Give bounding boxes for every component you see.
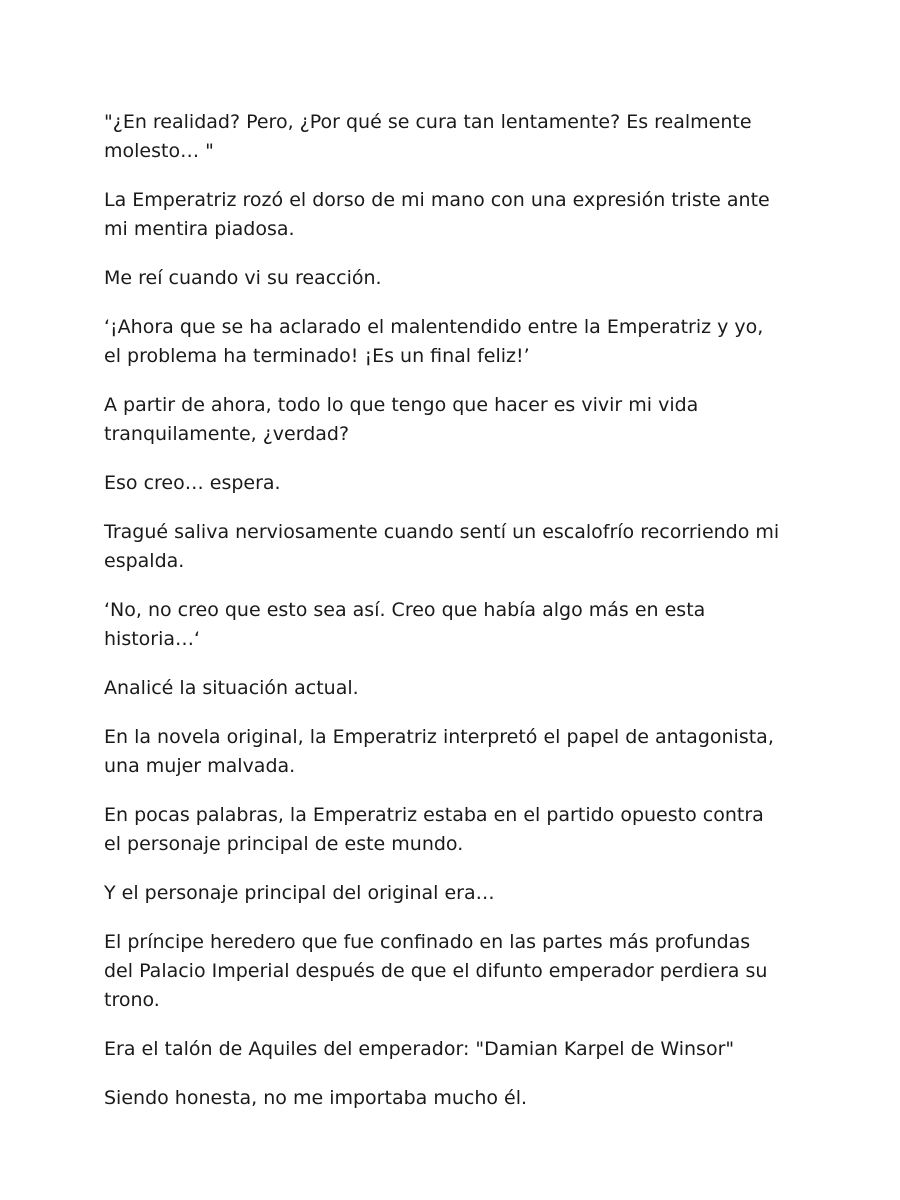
- paragraph: Siendo honesta, no me importaba mucho él.: [104, 1087, 528, 1109]
- paragraph: Y el personaje principal del original era…: [104, 882, 495, 904]
- paragraph: Analicé la situación actual.: [104, 677, 359, 699]
- paragraph: Era el talón de Aquiles del emperador: "Damian Karpel de Winsor": [104, 1038, 735, 1060]
- paragraph: "¿En realidad? Pero, ¿Por qué se cura tan lentamente? Es realmente molesto… ": [104, 111, 752, 162]
- paragraph: En la novela original, la Emperatriz interpretó el papel de antagonista, una mujer malvada.: [104, 726, 774, 777]
- paragraph: Eso creo… espera.: [104, 472, 281, 494]
- paragraph: El príncipe heredero que fue confinado en las partes más profundas del Palacio Imperial después de que el difunto emperador perdiera su trono.: [104, 931, 768, 1011]
- paragraph: En pocas palabras, la Emperatriz estaba en el partido opuesto contra el personaje principal de este mundo.: [104, 804, 764, 855]
- paragraph: Me reí cuando vi su reacción.: [104, 267, 382, 289]
- paragraph: ‘¡Ahora que se ha aclarado el malentendido entre la Emperatriz y yo, el problema ha terminado! ¡Es un final feliz!’: [104, 316, 764, 367]
- paragraph: ‘No, no creo que esto sea así. Creo que había algo más en esta historia…‘: [104, 599, 706, 650]
- document-body: [104, 108, 784, 1133]
- paragraph: La Emperatriz rozó el dorso de mi mano con una expresión triste ante mi mentira piadosa.: [104, 189, 770, 240]
- paragraph: A partir de ahora, todo lo que tengo que hacer es vivir mi vida tranquilamente, ¿verdad?: [104, 394, 699, 445]
- paragraph: Tragué saliva nerviosamente cuando sentí un escalofrío recorriendo mi espalda.: [104, 521, 780, 572]
